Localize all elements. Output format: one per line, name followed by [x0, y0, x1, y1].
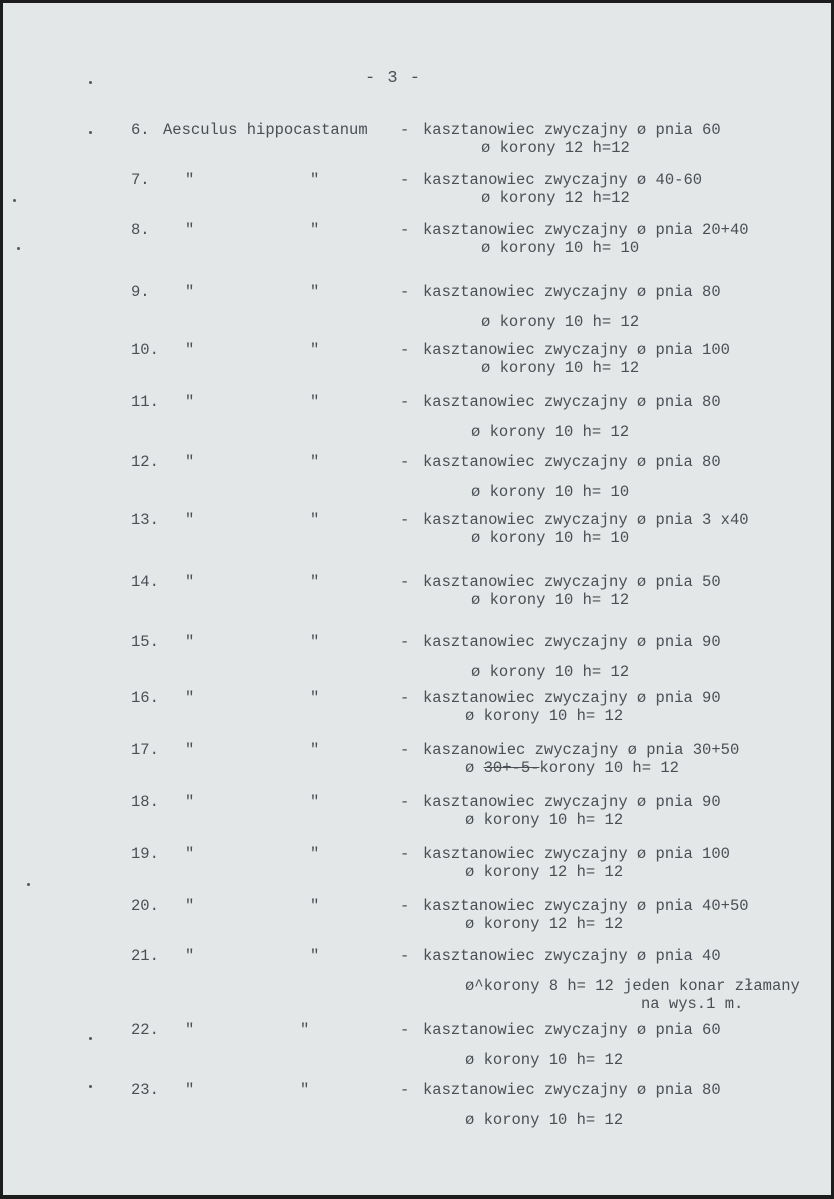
dash: -	[400, 689, 410, 707]
dash: -	[400, 741, 410, 759]
description-line-1: kasztanowiec zwyczajny ø pnia 80	[423, 1081, 721, 1099]
ditto-mark: "	[185, 283, 195, 301]
description-line-1: kasztanowiec zwyczajny ø pnia 3 x40	[423, 511, 749, 529]
ditto-mark: "	[185, 741, 195, 759]
ditto-mark: "	[185, 1081, 195, 1099]
description-line-1: kasztanowiec zwyczajny ø pnia 100	[423, 845, 730, 863]
ditto-mark: "	[185, 453, 195, 471]
dash: -	[400, 121, 410, 139]
diameter-prefix: ø	[465, 759, 484, 777]
dash: -	[400, 283, 410, 301]
ditto-mark: "	[310, 393, 320, 411]
margin-mark	[89, 1085, 92, 1088]
description-line-2: ø korony 10 h= 10	[471, 529, 630, 547]
ditto-mark: "	[185, 689, 195, 707]
description-line-2: ø korony 12 h= 12	[465, 863, 624, 881]
description-line-2: ø korony 10 h= 12	[471, 591, 630, 609]
description-line-2: ø^korony 8 h= 12 jeden konar złamany	[465, 977, 800, 995]
description-line-2: ø korony 10 h= 12	[465, 707, 624, 725]
latin-name: Aesculus hippocastanum	[163, 121, 368, 139]
item-number: 18.	[131, 793, 159, 811]
ditto-mark: "	[185, 393, 195, 411]
crown-text: korony 10 h= 12	[539, 759, 679, 777]
ditto-mark: "	[185, 341, 195, 359]
dash: -	[400, 1021, 410, 1039]
item-number: 14.	[131, 573, 159, 591]
ditto-mark: "	[185, 633, 195, 651]
description-line-1: kasztanowiec zwyczajny ø pnia 80	[423, 453, 721, 471]
ditto-mark: "	[310, 511, 320, 529]
description-line-2: ø korony 10 h= 12	[465, 811, 624, 829]
dash: -	[400, 171, 410, 189]
item-number: 22.	[131, 1021, 159, 1039]
dash: -	[400, 947, 410, 965]
description-line-2: ø korony 12 h=12	[481, 139, 630, 157]
description-line-1: kaszanowiec zwyczajny ø pnia 30+50	[423, 741, 740, 759]
dash: -	[400, 511, 410, 529]
description-line-2: ø korony 10 h= 12	[465, 1051, 624, 1069]
item-number: 12.	[131, 453, 159, 471]
description-line-2: ø korony 12 h= 12	[465, 915, 624, 933]
item-number: 11.	[131, 393, 159, 411]
item-number: 15.	[131, 633, 159, 651]
ditto-mark: "	[185, 793, 195, 811]
ditto-mark: "	[310, 741, 320, 759]
dash: -	[400, 633, 410, 651]
description-line-1: kasztanowiec zwyczajny ø pnia 60	[423, 121, 721, 139]
item-number: 19.	[131, 845, 159, 863]
description-line-1: kasztanowiec zwyczajny ø pnia 80	[423, 393, 721, 411]
description-line-1: kasztanowiec zwyczajny ø pnia 60	[423, 1021, 721, 1039]
description-line-2: ø korony 10 h= 12	[481, 359, 640, 377]
ditto-mark: "	[185, 947, 195, 965]
ditto-mark: "	[185, 221, 195, 239]
item-number: 17.	[131, 741, 159, 759]
description-line-1: kasztanowiec zwyczajny ø pnia 90	[423, 633, 721, 651]
item-number: 6.	[131, 121, 150, 139]
margin-mark	[89, 1037, 92, 1040]
ditto-mark: "	[185, 171, 195, 189]
dash: -	[400, 897, 410, 915]
description-line-2: ø korony 10 h= 12	[481, 313, 640, 331]
item-number: 13.	[131, 511, 159, 529]
ditto-mark: "	[310, 689, 320, 707]
description-line-1: kasztanowiec zwyczajny ø pnia 40+50	[423, 897, 749, 915]
struck-text: 30+-5-	[483, 759, 540, 777]
description-line-1: kasztanowiec zwyczajny ø 40-60	[423, 171, 703, 189]
ditto-mark: "	[300, 1081, 310, 1099]
margin-mark	[17, 247, 20, 250]
ditto-mark: "	[310, 947, 320, 965]
item-number: 8.	[131, 221, 150, 239]
dash: -	[400, 221, 410, 239]
dash: -	[400, 453, 410, 471]
dash: -	[400, 845, 410, 863]
description-line-2: ø korony 10 h= 12	[465, 1111, 624, 1129]
document-page	[3, 3, 831, 1195]
ditto-mark: "	[310, 633, 320, 651]
ditto-mark: "	[185, 511, 195, 529]
item-number: 23.	[131, 1081, 159, 1099]
item-number: 9.	[131, 283, 150, 301]
ditto-mark: "	[310, 573, 320, 591]
ditto-mark: "	[310, 897, 320, 915]
item-number: 21.	[131, 947, 159, 965]
page-number: - 3 -	[365, 69, 422, 88]
ditto-mark: "	[310, 845, 320, 863]
dash: -	[400, 793, 410, 811]
dash: -	[400, 341, 410, 359]
description-line-1: kasztanowiec zwyczajny ø pnia 90	[423, 689, 721, 707]
description-line-1: kasztanowiec zwyczajny ø pnia 20+40	[423, 221, 749, 239]
description-line-3: na wys.1 m.	[641, 995, 744, 1013]
description-line-2: ø korony 10 h= 12	[471, 423, 630, 441]
margin-mark	[13, 199, 16, 202]
dash: -	[400, 393, 410, 411]
description-line-2: ø korony 10 h= 12	[471, 663, 630, 681]
item-number: 16.	[131, 689, 159, 707]
description-line-1: kasztanowiec zwyczajny ø pnia 50	[423, 573, 721, 591]
description-line-2: ø korony 10 h= 10	[471, 483, 630, 501]
margin-mark	[27, 883, 30, 886]
item-number: 7.	[131, 171, 150, 189]
description-line-2	[465, 759, 679, 777]
ditto-mark: "	[185, 897, 195, 915]
description-line-1: kasztanowiec zwyczajny ø pnia 100	[423, 341, 730, 359]
ditto-mark: "	[185, 845, 195, 863]
item-number: 10.	[131, 341, 159, 359]
ditto-mark: "	[310, 221, 320, 239]
description-line-1: kasztanowiec zwyczajny ø pnia 40	[423, 947, 721, 965]
description-line-2: ø korony 10 h= 10	[481, 239, 640, 257]
dash: -	[400, 1081, 410, 1099]
ditto-mark: "	[185, 1021, 195, 1039]
ditto-mark: "	[310, 793, 320, 811]
ditto-mark: "	[300, 1021, 310, 1039]
dash: -	[400, 573, 410, 591]
description-line-2: ø korony 12 h=12	[481, 189, 630, 207]
item-number: 20.	[131, 897, 159, 915]
ditto-mark: "	[310, 283, 320, 301]
description-line-1: kasztanowiec zwyczajny ø pnia 90	[423, 793, 721, 811]
ditto-mark: "	[185, 573, 195, 591]
ditto-mark: "	[310, 453, 320, 471]
margin-mark	[89, 131, 92, 134]
margin-mark	[89, 81, 92, 84]
description-line-1: kasztanowiec zwyczajny ø pnia 80	[423, 283, 721, 301]
ditto-mark: "	[310, 341, 320, 359]
ditto-mark: "	[310, 171, 320, 189]
